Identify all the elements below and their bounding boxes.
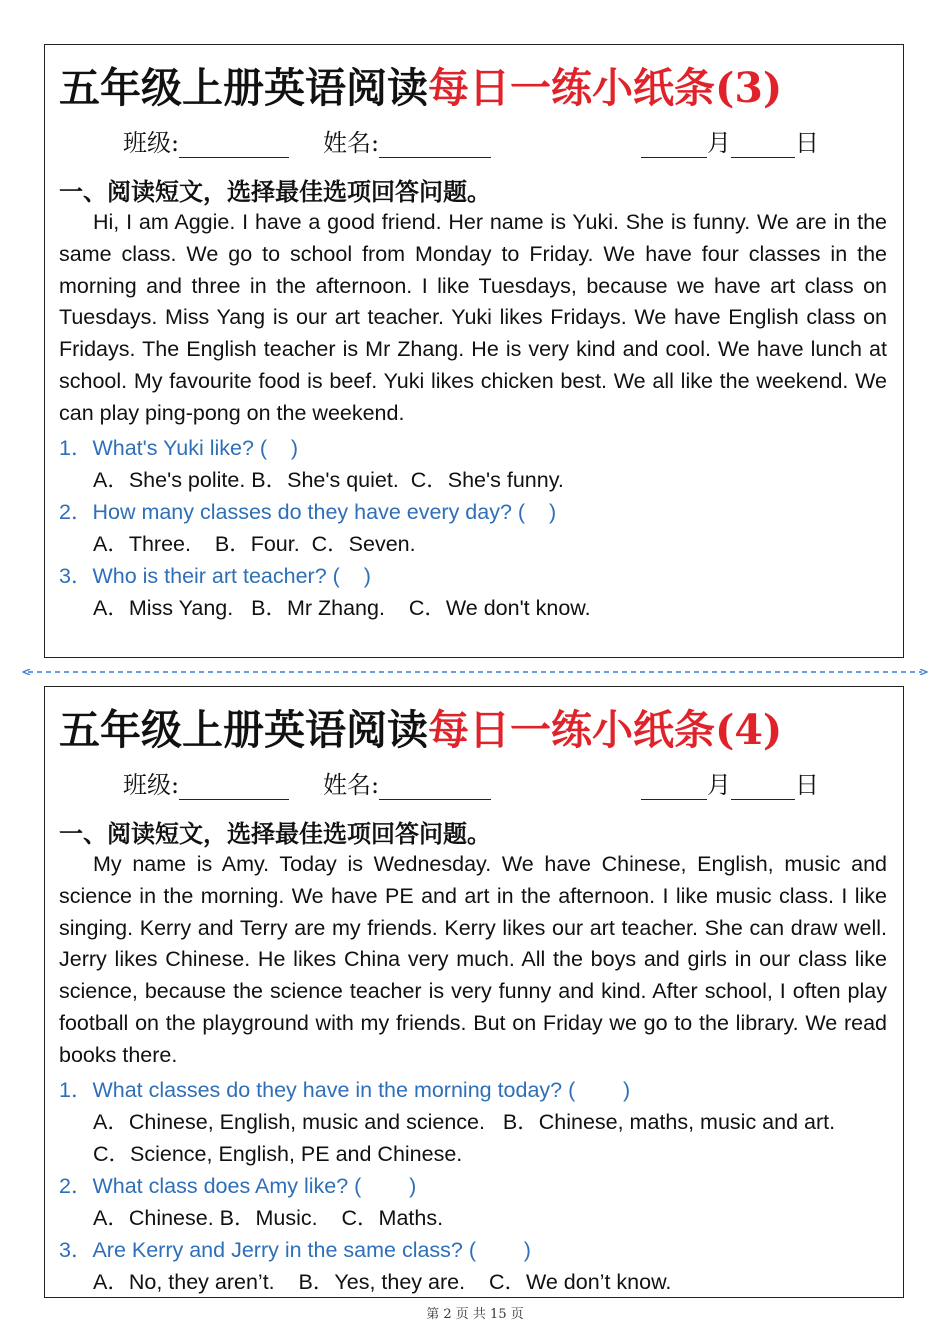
day-label: 日: [795, 129, 819, 157]
student-info-line: [45, 765, 903, 801]
date-field: [641, 765, 819, 800]
month-blank[interactable]: [641, 133, 707, 158]
question-2: 2．How many classes do they have every day? ( ): [59, 500, 557, 524]
page-footer: 第 2 页 共 15 页: [426, 1307, 524, 1322]
name-label: 姓名:: [323, 771, 380, 799]
section-heading: 一、阅读短文，选择最佳选项回答问题。: [59, 177, 491, 206]
question-3: 3．Are Kerry and Jerry in the same class? ( ): [59, 1238, 531, 1262]
month-blank[interactable]: [641, 775, 707, 800]
worksheet-title: [59, 55, 782, 114]
class-field: [123, 123, 289, 158]
question-3-options: A．Miss Yang. B．Mr Zhang. C．We don't know.: [93, 596, 591, 620]
class-blank[interactable]: [179, 133, 289, 158]
question-2-options: A．Chinese. B．Music. C．Maths.: [93, 1206, 444, 1230]
day-label: 日: [795, 771, 819, 799]
cut-line-divider: [22, 669, 928, 675]
section-heading: 一、阅读短文，选择最佳选项回答问题。: [59, 819, 491, 848]
question-3-options: A．No, they aren’t. B．Yes, they are. C．We don’t know.: [93, 1270, 672, 1294]
question-1: 1．What classes do they have in the morning today? ( ): [59, 1078, 631, 1102]
name-label: 姓名:: [323, 129, 380, 157]
name-field: [323, 123, 491, 158]
name-field: [323, 765, 491, 800]
question-1-options-cont: C．Science, English, PE and Chinese.: [93, 1142, 463, 1166]
worksheet-card-4: [44, 686, 904, 1298]
class-field: [123, 765, 289, 800]
question-2: 2．What class does Amy like? ( ): [59, 1174, 417, 1198]
question-1: 1．What's Yuki like? ( ): [59, 436, 299, 460]
class-label: 班级:: [123, 129, 180, 157]
worksheet-title: [59, 697, 782, 756]
class-blank[interactable]: [179, 775, 289, 800]
question-1-options: A．She's polite. B．She's quiet. C．She's funny.: [93, 468, 564, 492]
worksheet-card-3: [44, 44, 904, 658]
name-blank[interactable]: [379, 133, 491, 158]
title-highlight: 每日一练小纸条(3): [428, 64, 783, 112]
reading-passage: Hi, I am Aggie. I have a good friend. Her name is Yuki. She is funny. We are in the same class. We go to school from Monday to Friday. We have four classes in the morning and three in the afternoon. I like Tuesdays, because we have art class on Tuesdays. Miss Yang is our art teacher. Yuki likes Fridays. We have English class on Fridays. The English teacher is Mr Zhang. He is very kind and cool. We have lunch at school. My favourite food is beef. Yuki likes chicken best. We all like the weekend. We can play ping-pong on the weekend.: [59, 210, 887, 425]
date-field: [641, 123, 819, 158]
day-blank[interactable]: [731, 775, 795, 800]
name-blank[interactable]: [379, 775, 491, 800]
question-2-options: A．Three. B．Four. C．Seven.: [93, 532, 416, 556]
month-label: 月: [707, 771, 731, 799]
title-main: 五年级上册英语阅读: [59, 64, 428, 112]
question-3: 3．Who is their art teacher? ( ): [59, 564, 371, 588]
class-label: 班级:: [123, 771, 180, 799]
title-main: 五年级上册英语阅读: [59, 706, 428, 754]
question-1-options: A．Chinese, English, music and science. B．Chinese, maths, music and art.: [93, 1110, 836, 1134]
student-info-line: [45, 123, 903, 159]
day-blank[interactable]: [731, 133, 795, 158]
title-highlight: 每日一练小纸条(4): [428, 706, 783, 754]
reading-passage: My name is Amy. Today is Wednesday. We have Chinese, English, music and science in the morning. We have PE and art in the afternoon. I like music class. I like singing. Kerry and Terry are my friends. Kerry likes our art teacher. She can draw well. Jerry likes Chinese. He likes China very much. All the boys and girls in our class like science, because the science teacher is very funny and kind. After school, I often play football on the playground with my friends. But on Friday we go to the library. We read books there.: [59, 852, 887, 1067]
month-label: 月: [707, 129, 731, 157]
